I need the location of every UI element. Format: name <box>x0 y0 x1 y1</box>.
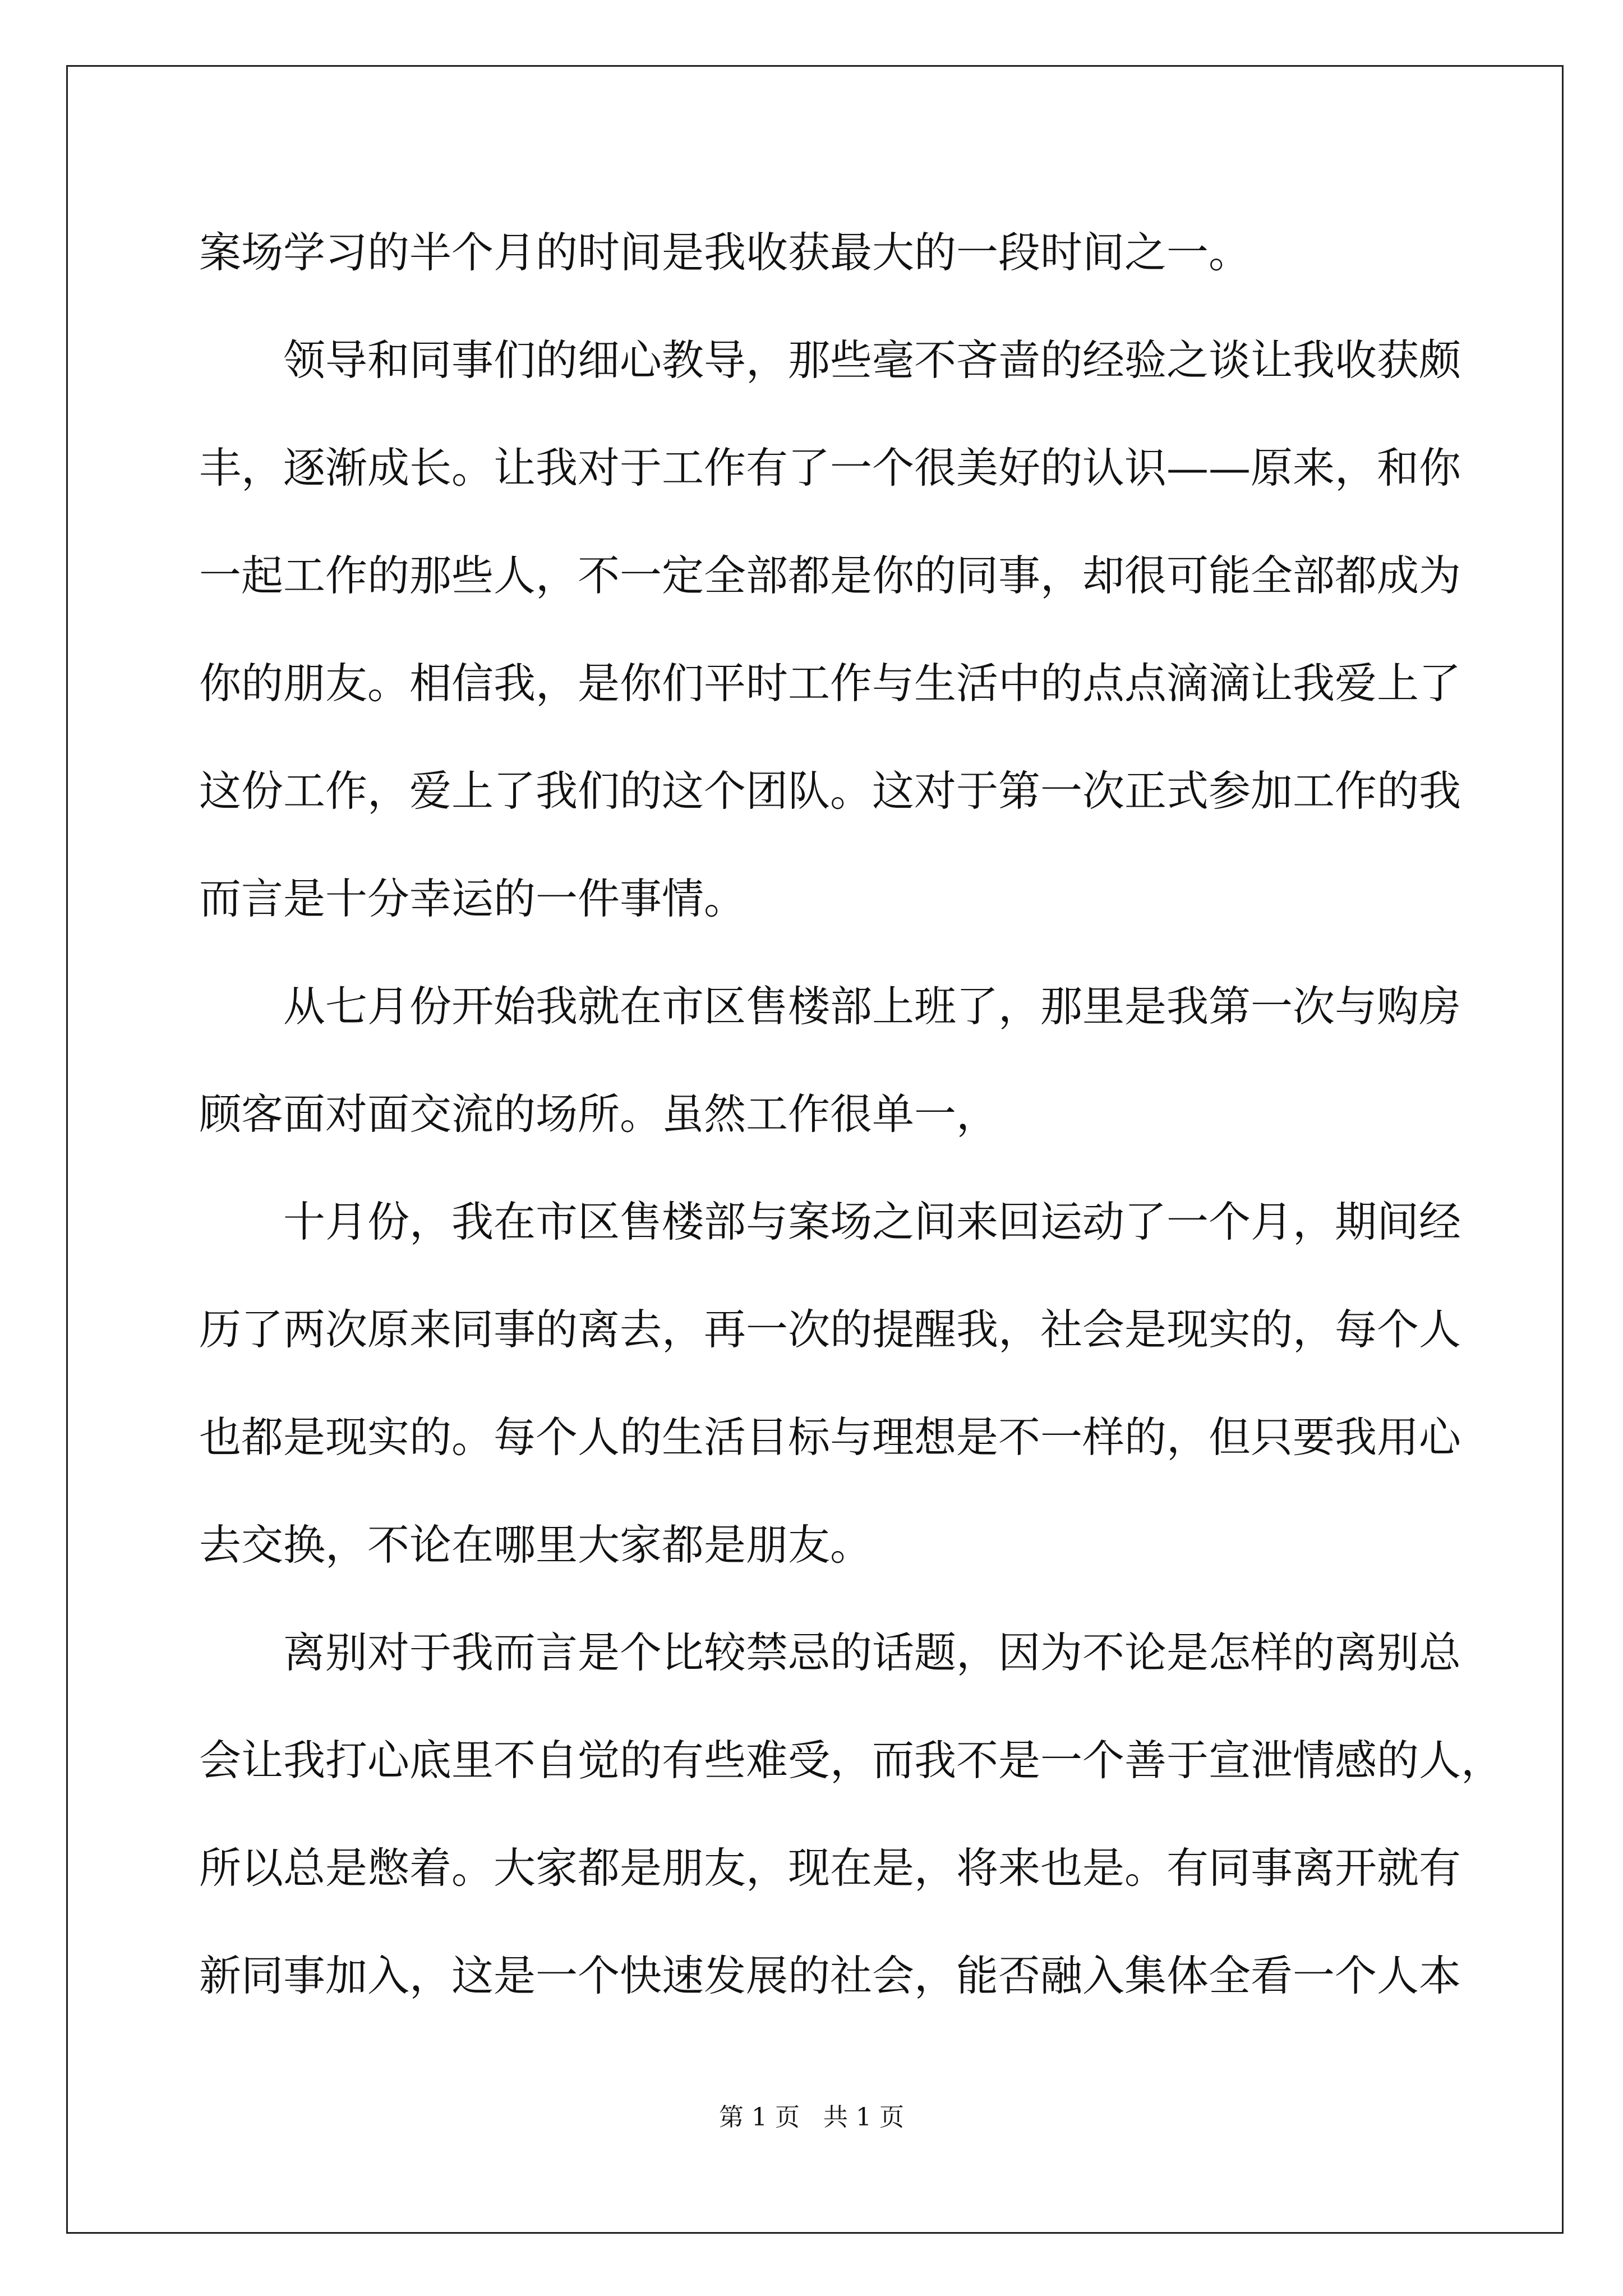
text-line: 一起工作的那些人，不一定全部都是你的同事，却很可能全部都成为 <box>199 551 1461 600</box>
text-line: 去交换，不论在哪里大家都是朋友。 <box>199 1520 873 1570</box>
text-line: 你的朋友。相信我，是你们平时工作与生活中的点点滴滴让我爱上了 <box>199 659 1461 708</box>
total-pages: 共 1 页 <box>823 2103 904 2132</box>
page-footer <box>0 2101 1623 2134</box>
text-line: 而言是十分幸运的一件事情。 <box>199 874 746 923</box>
text-line: 新同事加入，这是一个快速发展的社会，能否融入集体全看一个人本 <box>199 1951 1461 2000</box>
text-line: 十月份，我在市区售楼部与案场之间来回运动了一个月，期间经 <box>283 1197 1461 1246</box>
text-line: 也都是现实的。每个人的生活目标与理想是不一样的，但只要我用心 <box>199 1412 1461 1462</box>
page-number: 第 1 页 <box>719 2103 800 2132</box>
page-border <box>66 65 1564 2234</box>
text-line: 这份工作，爱上了我们的这个团队。这对于第一次正式参加工作的我 <box>199 766 1461 816</box>
text-line: 顾客面对面交流的场所。虽然工作很单一， <box>199 1089 999 1139</box>
text-line: 离别对于我而言是个比较禁忌的话题，因为不论是怎样的离别总 <box>283 1628 1461 1677</box>
text-line: 会让我打心底里不自觉的有些难受，而我不是一个善于宣泄情感的人， <box>199 1736 1504 1785</box>
text-line: 所以总是憋着。大家都是朋友，现在是，将来也是。有同事离开就有 <box>199 1843 1461 1893</box>
text-line: 案场学习的半个月的时间是我收获最大的一段时间之一。 <box>199 228 1251 277</box>
text-line: 从七月份开始我就在市区售楼部上班了，那里是我第一次与购房 <box>283 982 1461 1031</box>
text-line: 历了两次原来同事的离去，再一次的提醒我，社会是现实的，每个人 <box>199 1305 1461 1354</box>
text-line: 领导和同事们的细心教导，那些毫不吝啬的经验之谈让我收获颇 <box>283 335 1461 385</box>
text-line: 丰，逐渐成长。让我对于工作有了一个很美好的认识——原来，和你 <box>199 443 1461 493</box>
